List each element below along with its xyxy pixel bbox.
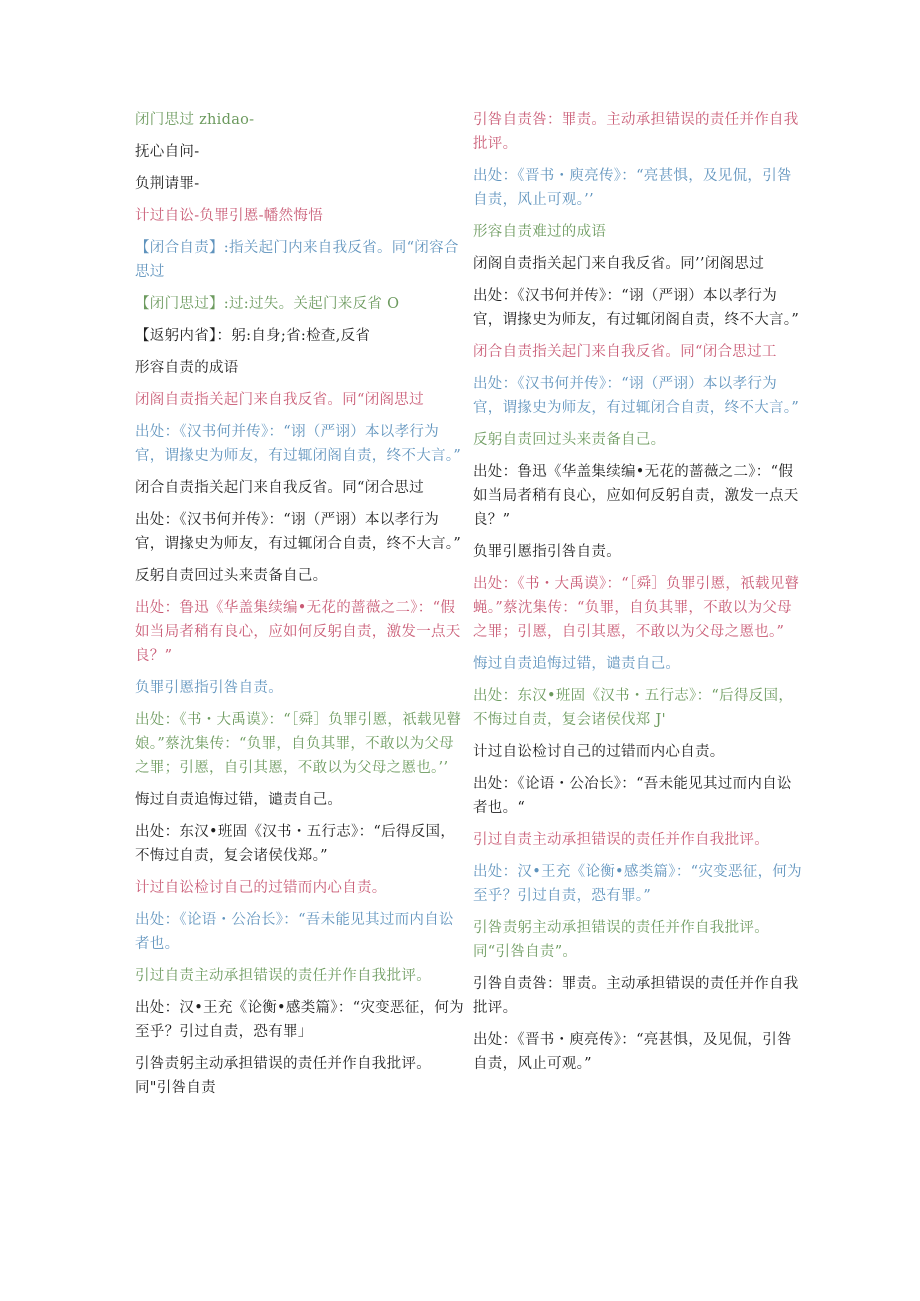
paragraph: 形容自责难过的成语 [473,224,607,240]
paragraph: 【返躬内省】：躬:自身;省:检查,反省 [135,328,371,344]
paragraph: 出处：《汉书何并传》：“诩（严诩）本以孝行为官，谓掾史为师友，有过辄闭合自责，终不大言。” [473,376,800,416]
paragraph: 反躬自责回过头来责备自己。 [135,568,328,584]
paragraph: 引咎自责咎：罪责。主动承担错误的责任并作自我批评。 [473,112,799,152]
paragraph: 计过自讼检讨自己的过错而内心自责。 [135,880,387,896]
left-column [135,108,465,1108]
paragraph: 负荆请罪- [135,176,200,192]
paragraph: 出处：鲁迅《华盖集续编•无花的蔷薇之二》：“假如当局者稍有良心，应如何反躬自责，激发一点天良？” [473,464,799,528]
paragraph: 悔过自责追悔过错，谴责自己。 [135,792,343,808]
paragraph: 抚心自问- [135,144,200,160]
paragraph: 引过自责主动承担错误的责任并作自我批评。 [473,832,769,848]
paragraph: 形容自责的成语 [135,360,239,376]
paragraph: 悔过自责追悔过错，谴责自己。 [473,656,681,672]
paragraph: 出处：《书・大禹谟》：“［舜］负罪引慝，祇载见瞽蝇。”蔡沈集传：“负罪，自负其罪，不敢以为父母之罪；引慝，自引其慝，不敢以为父母之慝也。” [473,576,800,640]
paragraph: 出处：东汉•班固《汉书・五行志》：“后得反国，不悔过自责，复会诸侯伐郑。” [135,824,456,864]
paragraph: 出处：《晋书・庾亮传》：“亮甚惧，及见侃，引咎自责，风止可观。’’ [473,168,792,208]
paragraph: 引咎责躬主动承担错误的责任并作自我批评。同"引咎自责 [135,1056,431,1096]
paragraph: 出处：东汉•班固《汉书・五行志》：“后得反国，不悔过自责，复会诸侯伐郑 J' [473,688,794,728]
paragraph: 引咎自责咎：罪责。主动承担错误的责任并作自我批评。 [473,976,799,1016]
paragraph: 引咎责躬主动承担错误的责任并作自我批评。同“引咎自责”。 [473,920,769,960]
paragraph: 【闭门思过】:过:过失。关起门来反省 O [135,296,400,312]
paragraph: 计过自讼检讨自己的过错而内心自责。 [473,744,725,760]
right-column [473,108,803,1084]
paragraph: 计过自讼-负罪引慝-幡然悔悟 [135,208,323,224]
paragraph: 出处：鲁迅《华盖集续编•无花的蔷薇之二》：“假如当局者稍有良心，应如何反躬自责，激发一点天良？” [135,600,461,664]
paragraph: 闭合自责指关起门来自我反省。同“闭合思过 [135,480,424,496]
paragraph: 出处：汉•王充《论衡•感类篇》：“灾变恶征，何为至乎？引过自责，恐有罪」 [135,1000,464,1040]
paragraph: 闭阁自责指关起门来自我反省。同“闭阁思过 [135,392,424,408]
paragraph: 出处：《论语・公冶长》：“吾未能见其过而内自讼者也。“ [473,776,792,816]
paragraph: 出处：汉•王充《论衡•感类篇》：“灾变恶征，何为至乎？引过自责，恐有罪。” [473,864,802,904]
paragraph: 出处：《汉书何并传》：“诩（严诩）本以孝行为官，谓掾史为师友，有过辄闭合自责，终不大言。” [135,512,462,552]
paragraph: 负罪引慝指引咎自责。 [135,680,283,696]
paragraph: 出处：《论语・公冶长》：“吾未能见其过而内自讼者也。 [135,912,454,952]
paragraph: 引过自责主动承担错误的责任并作自我批评。 [135,968,431,984]
paragraph: 负罪引慝指引咎自责。 [473,544,621,560]
paragraph: 【闭合自责】:指关起门内来自我反省。同“闭容合思过 [135,240,459,280]
paragraph: 出处：《晋书・庾亮传》：“亮甚惧，及见侃，引咎自责，风止可观。” [473,1032,792,1072]
paragraph: 出处：《书・大禹谟》：“［舜］负罪引慝，祇载见瞽娘。”蔡沈集传：“负罪，自负其罪，不敢以为父母之罪；引慝，自引其慝，不敢以为父母之慝也。’’ [135,712,462,776]
paragraph: 出处：《汉书何并传》：“诩（严诩）本以孝行为官，谓掾史为师友，有过辄闭阁自责，终不大言。” [473,288,800,328]
paragraph: 闭门思过 zhidao- [135,112,255,128]
paragraph: 闭合自责指关起门来自我反省。同“闭合思过工 [473,344,777,360]
paragraph: 出处：《汉书何并传》：“诩（严诩）本以孝行为官，谓掾史为师友，有过辄闭阁自责，终不大言。” [135,424,462,464]
paragraph: 闭阁自责指关起门来自我反省。同’’闭阁思过 [473,256,765,272]
paragraph: 反躬自责回过头来责备自己。 [473,432,666,448]
